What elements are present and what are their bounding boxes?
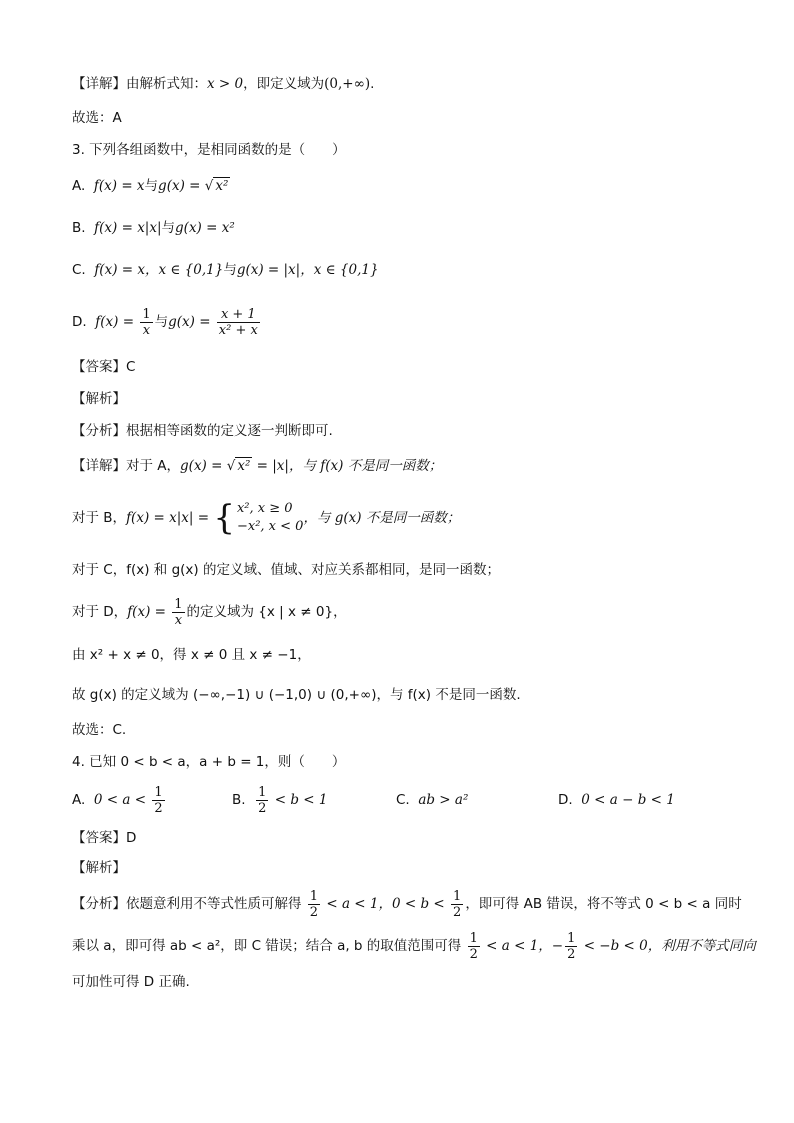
q3-detail-e: 由 x² + x ≠ 0，得 x ≠ 0 且 x ≠ −1， — [72, 647, 311, 663]
q3-option-c: C. f(x) = x，x ∈ {0,1}与g(x) = |x|，x ∈ {0,1} — [72, 262, 379, 278]
q3-option-d: D. f(x) = $\frac{1}{x}$ 与g(x) = $\frac{x + 1}{\text{x² + x}}$ — [72, 306, 258, 338]
sqrt-expression: √ x² — [204, 178, 229, 194]
q2-detail: 【详解】由解析式知：x > 0，即定义域为(0,+∞). — [72, 76, 375, 92]
q4-stem: 4. 已知 0 < b < a，a + b = 1，则（ ） — [72, 754, 346, 770]
q4-options — [72, 780, 732, 820]
q4-analysis-line-1: 【分析】依题意利用不等式性质可解得 $\frac{1}{2}$ < a < 1，0 < b < $\frac{1}{2}$ ，即可得 AB 错误，将不等式 0 < b < a 同时 — [72, 888, 742, 920]
q3-stem: 3. 下列各组函数中，是相同函数的是（ ） — [72, 142, 346, 158]
q3-detail-d: 对于 D，f(x) = $\frac{1}{x}$ 的定义域为 {x | x ≠ 0}， — [72, 596, 347, 628]
q4-analysis-line-2: 乘以 a，即可得 ab < a²，即 C 错误；结合 a, b 的取值范围可得 $\frac{1}{2}$ < a < 1，− $\frac{1}{2}$ < −b < 0，利用不等式同向 — [72, 930, 756, 962]
q4-option-a: A. 0 < a < $\frac{1}{2}$ — [72, 784, 163, 816]
q4-option-c: C. ab > a² — [396, 792, 469, 808]
q3-option-b: B. f(x) = x|x|与g(x) = x² — [72, 220, 235, 236]
q4-analysis-line-3: 可加性可得 D 正确. — [72, 974, 190, 990]
q4-option-b: B. $\frac{1}{2}$ < b < 1 — [232, 784, 328, 816]
piecewise-cases: x², x ≥ 0 −x², x < 0 — [236, 501, 304, 534]
q2-choice: 故选：A — [72, 110, 122, 126]
q4-answer: 【答案】D — [72, 830, 137, 846]
fraction-d-rhs: $\frac{x + 1}{\text{x² + x}}$ — [218, 306, 258, 338]
q3-option-a: A. f(x) = x与g(x) = √ x² — [72, 178, 229, 194]
q3-detail-b: 对于 B，f(x) = x|x| = { x², x ≥ 0 −x², x < 0 ，与 g(x) 不是同一函数； — [72, 498, 461, 538]
q4-option-d: D. 0 < a − b < 1 — [558, 792, 675, 808]
q3-analysis: 【分析】根据相等函数的定义逐一判断即可. — [72, 423, 333, 439]
q3-choice: 故选：C. — [72, 722, 127, 738]
left-brace-icon: { — [213, 498, 235, 538]
q3-answer: 【答案】C — [72, 359, 136, 375]
q3-detail-a: 【详解】对于 A，g(x) = √ x² = |x|，与 f(x) 不是同一函数； — [72, 458, 443, 474]
q3-analysis-label: 【解析】 — [72, 391, 126, 407]
q3-detail-c: 对于 C，f(x) 和 g(x) 的定义域、值域、对应关系都相同，是同一函数； — [72, 562, 500, 578]
q4-analysis-label: 【解析】 — [72, 860, 126, 876]
fraction-1-over-x: $\frac{1}{x}$ — [142, 306, 151, 338]
q3-detail-f: 故 g(x) 的定义域为 (−∞,−1) ∪ (−1,0) ∪ (0,+∞)，与 f(x) 不是同一函数. — [72, 687, 521, 703]
